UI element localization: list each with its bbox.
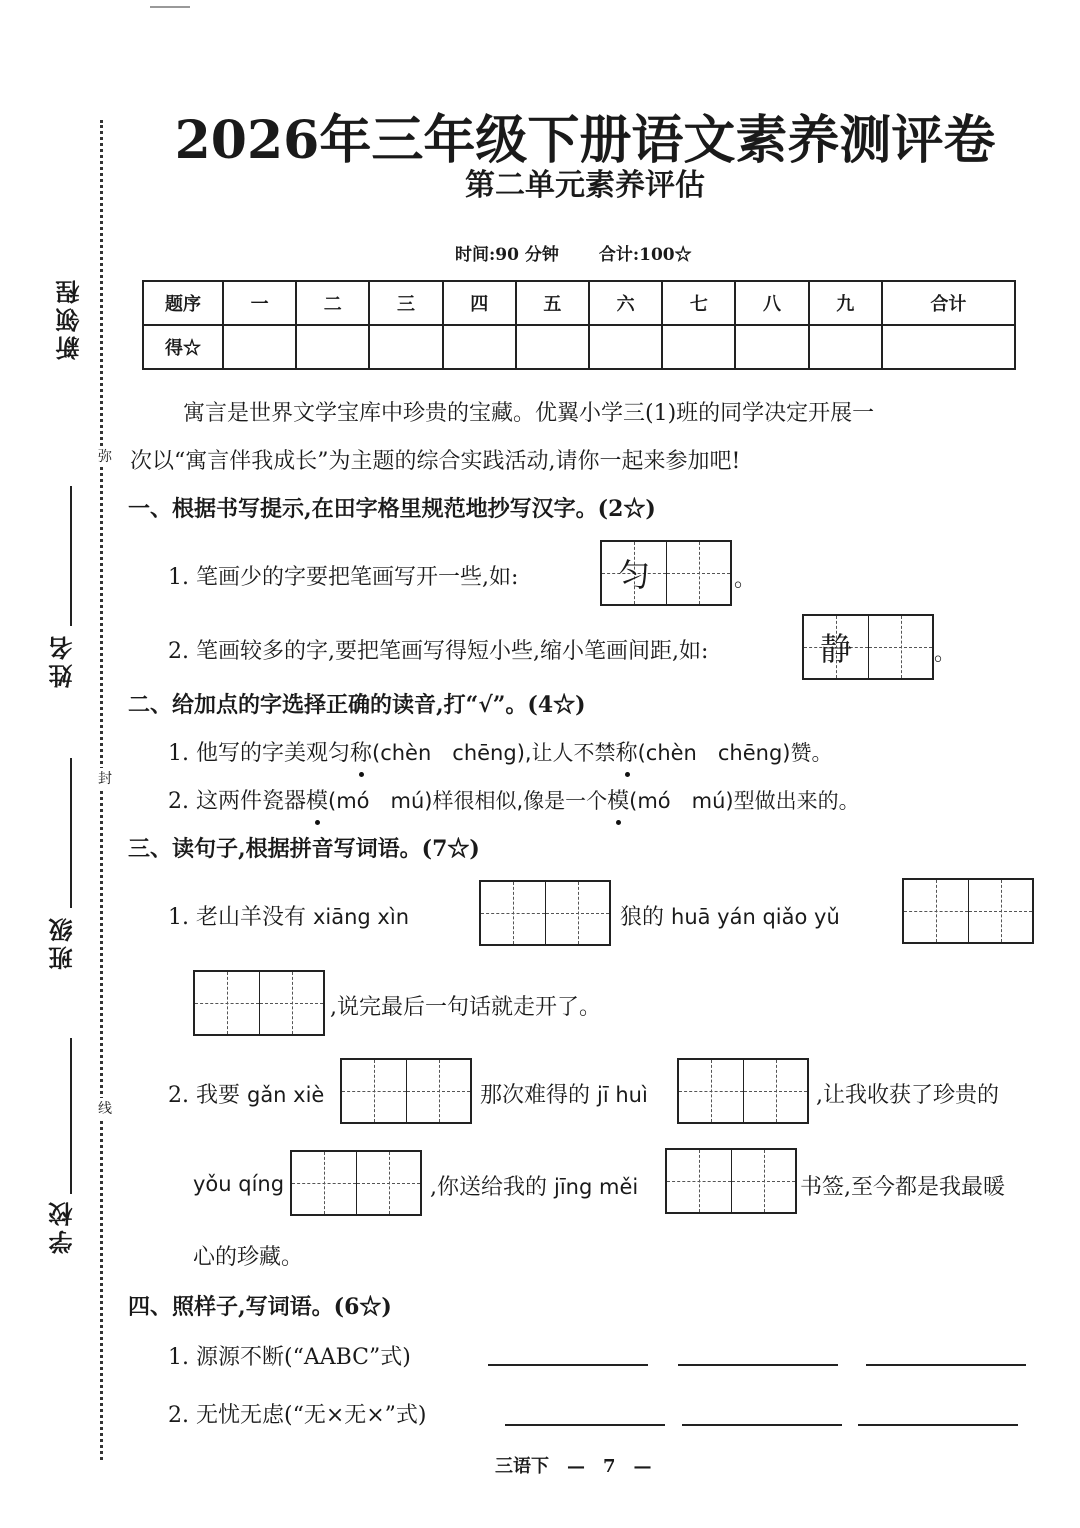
exam-time: 时间:90 分钟 [455,245,559,265]
text: ,你送给我的 [430,1175,547,1200]
name-blank[interactable] [70,486,72,626]
answer-grid-jihui[interactable] [677,1058,809,1124]
school-blank[interactable] [70,1038,72,1194]
q1-item-1-end: 。 [734,567,757,592]
score-input-cell[interactable] [882,325,1015,369]
class-blank[interactable] [70,758,72,908]
seal-text-bottom: 线 [98,1098,112,1118]
dotted-char: 称 [350,736,372,767]
answer-grid-youqing[interactable] [290,1150,422,1216]
pinyin: jīng měi [554,1175,639,1199]
answer-blank[interactable] [488,1364,648,1366]
score-input-cell[interactable] [662,325,735,369]
page-subtitle: 第二单元素养评估 [465,168,705,203]
text: 1. 老山羊没有 [168,905,306,930]
sample-char: 静 [819,630,852,668]
grid-cell[interactable] [481,882,545,944]
q4-item-2: 2. 无忧无虑(“无×无×”式) [168,1403,427,1428]
q4-item-1: 1. 源源不断(“AABC”式) [168,1345,411,1370]
score-header-cell: 三 [369,281,442,325]
dotted-char: 称 [616,736,638,767]
answer-blank[interactable] [505,1424,665,1426]
sample-char: 匀 [617,556,650,594]
seal-text-top: 弥 [98,446,112,466]
q1-title: 一、根据书写提示,在田字格里规范地抄写汉字。(2☆) [128,496,656,522]
q3-s2-mid2 [430,1170,638,1201]
score-input-cell[interactable] [443,325,516,369]
q3-s1-end: ,说完最后一句话就走开了。 [330,995,601,1020]
grid-cell[interactable] [545,882,609,944]
answer-grid-ganxie[interactable] [340,1058,472,1124]
score-row-label: 得☆ [143,325,223,369]
answer-grid-xiangxin[interactable] [479,880,611,946]
pinyin: huā yán qiǎo yǔ [671,905,840,929]
score-input-cell[interactable] [589,325,662,369]
grid-cell[interactable] [259,972,323,1034]
text: 1. 他写的字美观匀 [168,741,350,766]
score-header-cell: 合计 [882,281,1015,325]
exam-total: 合计:100☆ [598,245,692,265]
grid-cell[interactable] [666,542,730,604]
score-input-cell[interactable] [223,325,296,369]
exam-info [455,240,692,265]
answer-blank[interactable] [678,1364,838,1366]
grid-cell[interactable] [406,1060,470,1122]
score-header-cell: 九 [809,281,882,325]
q1-grid-2[interactable] [802,614,934,680]
page-footer: 三语下 — 7 — [495,1456,652,1477]
grid-cell[interactable] [868,616,932,678]
score-input-cell[interactable] [516,325,589,369]
score-input-cell[interactable] [735,325,808,369]
q3-s2-end: 心的珍藏。 [193,1245,304,1270]
text: 2. 我要 [168,1083,240,1108]
q3-s2-cont: ,让我收获了珍贵的 [816,1083,999,1108]
answer-grid-huayan-2[interactable] [193,970,325,1036]
q3-s1-mid [620,900,840,931]
grid-cell[interactable] [679,1060,743,1122]
text: 那次难得的 [480,1083,591,1108]
pinyin-options[interactable]: (chèn chēng)赞。 [637,741,833,765]
answer-grid-huayan-1[interactable] [902,878,1034,944]
grid-cell[interactable] [904,880,968,942]
intro-line-2: 次以“寓言伴我成长”为主题的综合实践活动,请你一起来参加吧! [130,449,741,474]
score-header-cell: 六 [589,281,662,325]
grid-cell [804,616,868,678]
pinyin-options[interactable]: (mó mú)样很相似,像是一个 [328,789,608,813]
q1-item-2: 2. 笔画较多的字,要把笔画写得短小些,缩小笔画间距,如: [168,639,709,664]
q1-item-1: 1. 笔画少的字要把笔画写开一些,如: [168,565,519,590]
grid-cell[interactable] [356,1152,420,1214]
q1-item-2-end: 。 [934,641,957,666]
score-input-cell[interactable] [369,325,442,369]
brand-logo: 新领程 [55,276,84,360]
score-header-cell: 七 [662,281,735,325]
score-table [142,280,1016,370]
grid-cell[interactable] [743,1060,807,1122]
q3-title: 三、读句子,根据拼音写词语。(7☆) [128,836,480,862]
name-label: 姓名 [48,632,77,688]
score-header-cell: 一 [223,281,296,325]
score-input-cell[interactable] [296,325,369,369]
grid-cell[interactable] [292,1152,356,1214]
q2-sentence-1 [168,736,832,767]
score-value-row [143,325,1015,369]
q3-s1-start [168,900,409,931]
q3-s2-cont2: 书签,至今都是我最暖 [800,1175,1005,1200]
q2-title: 二、给加点的字选择正确的读音,打“√”。(4☆) [128,692,586,718]
answer-blank[interactable] [682,1424,842,1426]
intro-line-1: 寓言是世界文学宝库中珍贵的宝藏。优翼小学三(1)班的同学决定开展一 [183,401,875,426]
pinyin-youqing: yǒu qíng [193,1172,285,1196]
scan-mark [150,6,190,8]
score-header-row [143,281,1015,325]
text: 2. 这两件瓷器 [168,789,306,814]
seal-text-mid: 封 [98,768,112,788]
answer-blank[interactable] [866,1364,1026,1366]
q1-grid-1[interactable] [600,540,732,606]
page-title: 2026年三年级下册语文素养测评卷 [174,110,996,171]
score-input-cell[interactable] [809,325,882,369]
answer-blank[interactable] [858,1424,1018,1426]
q3-s2-mid [480,1078,648,1109]
pinyin-options[interactable]: (mó mú)型做出来的。 [629,789,860,813]
grid-cell[interactable] [731,1150,795,1212]
grid-cell[interactable] [342,1060,406,1122]
score-header-cell: 二 [296,281,369,325]
grid-cell[interactable] [667,1150,731,1212]
q4-title: 四、照样子,写词语。(6☆) [128,1294,392,1320]
pinyin: gǎn xiè [246,1083,325,1107]
pinyin: xiāng xìn [312,905,410,929]
dotted-char: 模 [607,784,629,815]
pinyin: jī huì [597,1083,648,1107]
class-label: 班级 [48,914,77,970]
grid-cell[interactable] [968,880,1032,942]
pinyin-options[interactable]: (chèn chēng),让人不禁 [372,741,616,765]
q2-sentence-2 [168,784,860,815]
score-header-cell: 题序 [143,281,223,325]
score-header-cell: 五 [516,281,589,325]
score-header-cell: 四 [443,281,516,325]
dotted-char: 模 [306,784,328,815]
text: 狼的 [620,905,665,930]
school-label: 学校 [48,1198,77,1254]
grid-cell[interactable] [195,972,259,1034]
q3-s2-start [168,1078,324,1109]
binding-dotted-line [100,120,103,1460]
answer-grid-jingmei[interactable] [665,1148,797,1214]
grid-cell [602,542,666,604]
score-header-cell: 八 [735,281,808,325]
